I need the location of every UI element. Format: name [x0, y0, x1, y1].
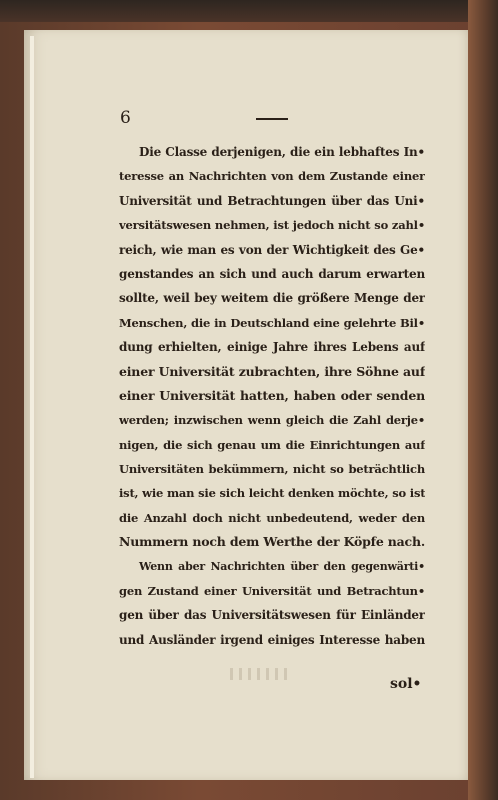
book-cover-top: [0, 0, 498, 22]
text-line: reich, wie man es von der Wichtigkeit des Ge•: [119, 242, 425, 257]
text-line: dung erhielten, einige Jahre ihres Lebens auf: [119, 340, 425, 355]
text-line: Menschen, die in Deutschland eine gelehrte Bil•: [119, 315, 425, 330]
text-line: werden; inzwischen wenn gleich die Zahl derje•: [119, 413, 425, 428]
text-line: gen Zustand einer Universität und Betrachtun•: [119, 584, 425, 599]
text-line: Die Classe derjenigen, die ein lebhaftes In•: [139, 145, 425, 159]
text-line: die Anzahl doch nicht unbedeutend, weder den: [119, 510, 425, 525]
text-line: einer Universität hatten, haben oder senden: [119, 387, 425, 403]
text-line: versitätswesen nehmen, ist jedoch nicht so zahl•: [119, 218, 425, 233]
text-line: sollte, weil bey weitem die größere Menge der: [119, 291, 425, 306]
text-line: Wenn aber Nachrichten über den gegenwärti•: [139, 559, 425, 573]
text-line: Universität und Betrachtungen über das Uni•: [119, 193, 425, 208]
text-line: einer Universität zubrachten, ihre Söhne auf: [119, 363, 425, 379]
text-line: gen über das Universitätswesen für Einländer: [119, 608, 425, 623]
text-line: Universitäten bekümmern, nicht so beträchtlich: [119, 462, 425, 477]
text-line: ist, wie man sie sich leicht denken möchte, so ist: [119, 486, 425, 501]
text-line: nigen, die sich genau um die Einrichtungen auf: [119, 437, 425, 452]
text-line: teresse an Nachrichten von dem Zustande einer: [119, 169, 425, 184]
catchword: sol•: [390, 676, 422, 692]
body-text: [119, 140, 425, 652]
page-number: 6: [120, 108, 131, 128]
header-rule: [256, 118, 288, 120]
book-cover-edge: [468, 0, 498, 800]
ink-bleed: [230, 668, 290, 680]
text-line: genstandes an sich und auch darum erwarten: [119, 266, 425, 281]
page-edge: [30, 36, 34, 778]
text-line: und Ausländer irgend einiges Interesse haben: [119, 632, 425, 647]
page-header: [120, 108, 420, 128]
text-line: Nummern noch dem Werthe der Köpfe nach.: [119, 534, 425, 550]
